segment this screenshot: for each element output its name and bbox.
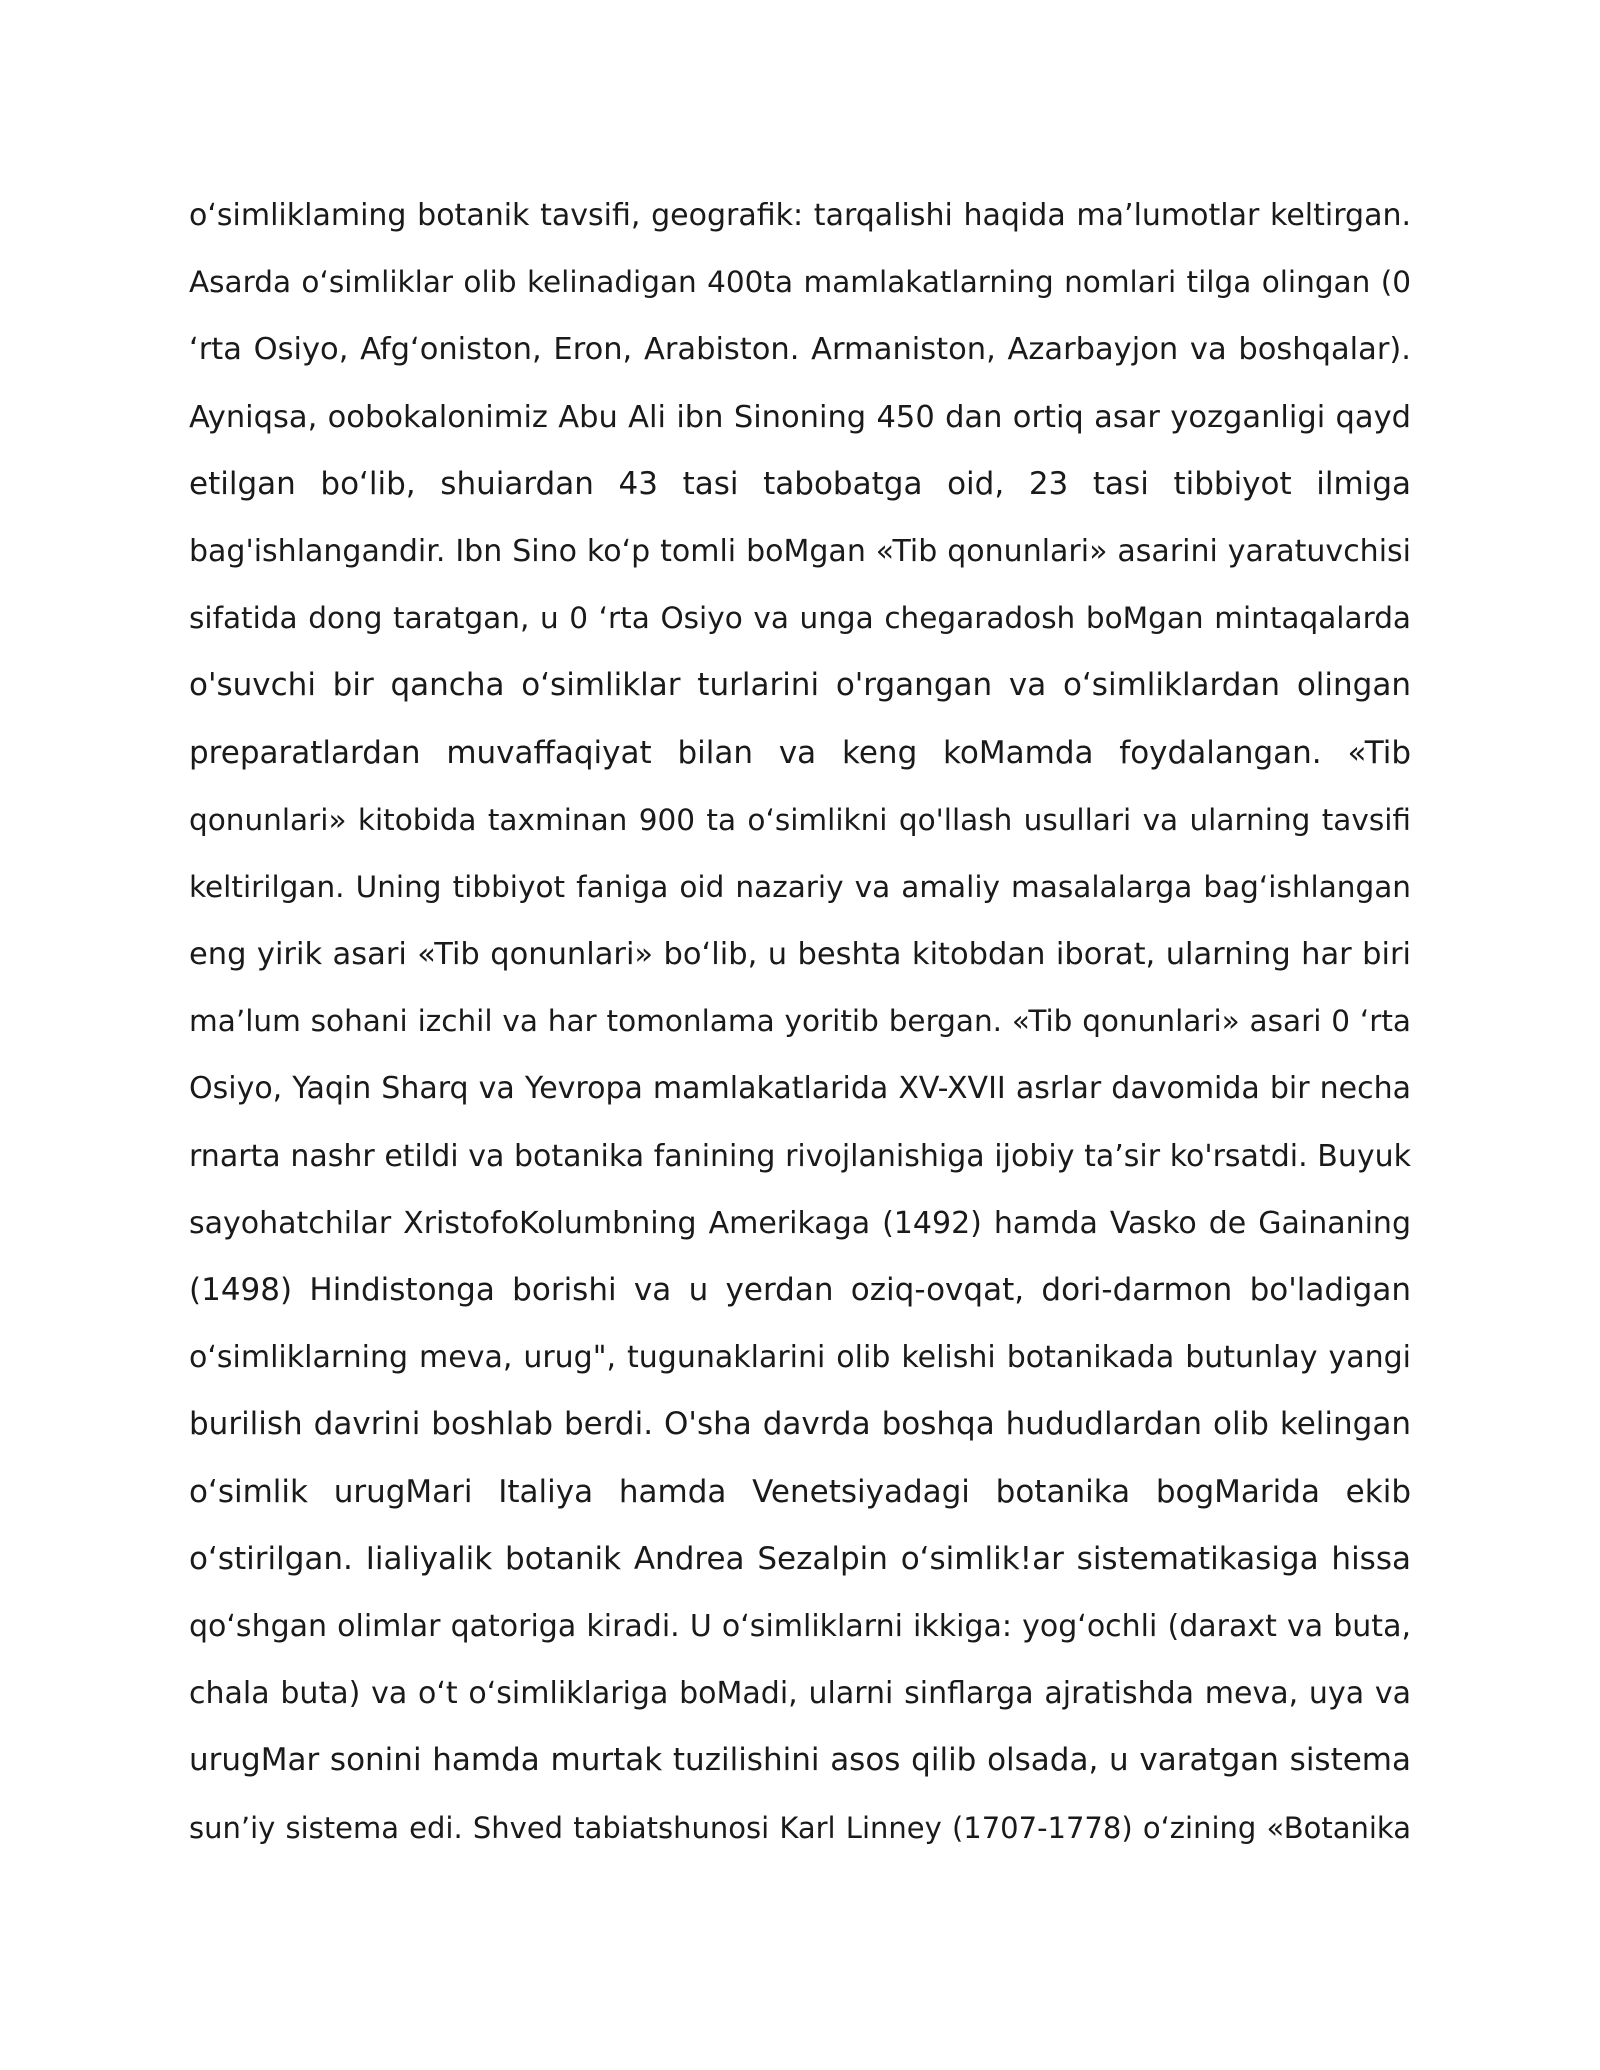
text-line: qo‘shgan olimlar qatoriga kiradi. U o‘simliklarni ikkiga: yog‘ochli (daraxt va buta, (189, 1608, 1411, 1644)
text-line: o‘stirilgan. Iialiyalik botanik Andrea Sezalpin o‘simlik!ar sistematikasiga hissa (189, 1540, 1411, 1577)
text-line: qonunlari» kitobida taxminan 900 ta o‘simlikni qo'llash usullari va ularning tavsifi (189, 802, 1411, 837)
text-line: chala buta) va o‘t o‘simliklariga boMadi, ularni sinflarga ajratishda meva, uya va (189, 1676, 1411, 1712)
text-line: bag'ishlangandir. Ibn Sino ko‘p tomli boMgan «Tib qonunlari» asarini yaratuvchisi (189, 533, 1411, 569)
text-line: urugMar sonini hamda murtak tuzilishini asos qilib olsada, u varatgan sistema (189, 1742, 1411, 1779)
text-line: sifatida dong taratgan, u 0 ‘rta Osiyo va unga chegaradosh boMgan mintaqalarda (189, 601, 1411, 636)
text-line: o‘simliklarning meva, urug", tugunaklarini olib kelishi botanikada butunlay yangi (189, 1340, 1411, 1376)
text-line: Asarda o‘simliklar olib kelinadigan 400ta mamlakatlarning nomlari tilga olingan (0 (189, 265, 1411, 300)
text-line: (1498) Hindistonga borishi va u yerdan oziq-ovqat, dori-darmon bo'ladigan (189, 1272, 1411, 1308)
text-line: sun’iy sistema edi. Shved tabiatshunosi Karl Linney (1707-1778) o‘zining «Botanika (189, 1810, 1411, 1845)
text-line: etilgan bo‘lib, shuiardan 43 tasi tabobatga oid, 23 tasi tibbiyot ilmiga (189, 465, 1411, 502)
text-line: keltirilgan. Uning tibbiyot faniga oid nazariy va amaliy masalalarga bag‘ishlangan (189, 869, 1411, 904)
text-line: ‘rta Osiyo, Afg‘oniston, Eron, Arabiston. Armaniston, Azarbayjon va boshqalar). (189, 332, 1411, 368)
body-text (189, 182, 1411, 1862)
text-line: Osiyo, Yaqin Sharq va Yevropa mamlakatlarida XV-XVII asrlar davomida bir necha (189, 1071, 1411, 1107)
text-line: burilish davrini boshlab berdi. O'sha davrda boshqa hududlardan olib kelingan (189, 1406, 1411, 1443)
text-line: o‘simliklaming botanik tavsifi, geografik: tarqalishi haqida ma’lumotlar keltirgan. (189, 198, 1411, 233)
text-line: ma’lum sohani izchil va har tomonlama yoritib bergan. «Tib qonunlari» asari 0 ‘rta (189, 1004, 1411, 1039)
text-line: o'suvchi bir qancha o‘simliklar turlarini o'rgangan va o‘simliklardan olingan (189, 667, 1411, 704)
text-line: preparatlardan muvaffaqiyat bilan va keng koMamda foydalangan. «Tib (189, 734, 1411, 771)
text-line: o‘simlik urugMari Italiya hamda Venetsiyadagi botanika bogMarida ekib (189, 1473, 1411, 1510)
text-line: Ayniqsa, oobokalonimiz Abu Ali ibn Sinoning 450 dan ortiq asar yozganligi qayd (189, 399, 1411, 435)
text-line: sayohatchilar XristofoKolumbning Amerikaga (1492) hamda Vasko de Gainaning (189, 1205, 1411, 1241)
text-line: rnarta nashr etildi va botanika fanining rivojlanishiga ijobiy ta’sir ko'rsatdi. Buyuk (189, 1138, 1411, 1174)
text-line: eng yirik asari «Tib qonunlari» bo‘lib, u beshta kitobdan iborat, ularning har biri (189, 937, 1411, 973)
